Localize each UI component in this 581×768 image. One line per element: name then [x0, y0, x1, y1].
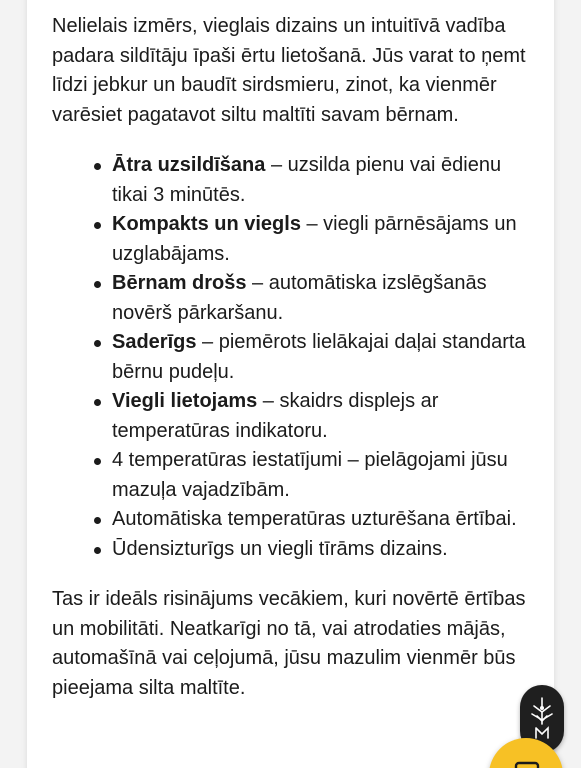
- bullet-icon: [94, 547, 101, 554]
- feature-text: – piemērots lielākajai daļai standarta bērnu pudeļu.: [112, 331, 526, 383]
- feature-text: – skaidrs displejs ar temperatūras indikatoru.: [112, 390, 439, 442]
- feature-title: Viegli lietojams: [112, 390, 258, 412]
- feature-title: Saderīgs: [112, 331, 197, 353]
- feature-title: Kompakts un viegls: [112, 213, 301, 235]
- bullet-icon: [94, 399, 101, 406]
- feature-list: [52, 151, 532, 564]
- bullet-icon: [94, 458, 101, 465]
- outro-paragraph: Tas ir ideāls risinājums vecākiem, kuri novērtē ērtības un mobilitāti. Neatkarīgi no tā, vai atrodaties mājās, automašīnā vai ceļojumā, jūsu mazulim vienmēr būs pieejama silta maltīte.: [52, 588, 526, 699]
- feature-item: [52, 328, 532, 387]
- intro-paragraph: Nelielais izmērs, vieglais dizains un intuitīvā vadība padara sildītāju īpaši ērtu lietošanā. Jūs varat to ņemt līdzi jebkur un baudīt sirdsmieru, zinot, ka vienmēr varēsiet pagatavot siltu maltīti savam bērnam.: [52, 15, 526, 126]
- feature-title: Ātra uzsildīšana: [112, 154, 266, 176]
- bullet-icon: [94, 281, 101, 288]
- feature-text: Ūdensizturīgs un viegli tīrāms dizains.: [112, 537, 448, 560]
- feature-text: – uzsilda pienu vai ēdienu tikai 3 minūtēs.: [112, 154, 502, 206]
- bullet-icon: [94, 517, 101, 524]
- bullet-icon: [94, 340, 101, 347]
- cart-icon: [514, 760, 540, 768]
- brand-logo-icon: [528, 694, 556, 744]
- feature-text: – viegli pārnēsājams un uzglabājams.: [112, 213, 517, 265]
- feature-item: [52, 505, 532, 535]
- feature-title: Bērnam drošs: [112, 272, 247, 294]
- feature-item: [52, 269, 532, 328]
- feature-item: [52, 446, 532, 505]
- bullet-icon: [94, 163, 101, 170]
- feature-item: [52, 151, 532, 210]
- feature-text: Automātiska temperatūras uzturēšana ērtībai.: [112, 508, 517, 530]
- feature-text: – automātiska izslēgšanās novērš pārkaršanu.: [112, 272, 487, 324]
- feature-item: [52, 210, 532, 269]
- bullet-icon: [94, 222, 101, 229]
- feature-item: [52, 535, 532, 565]
- product-description: [52, 12, 532, 703]
- feature-item: [52, 387, 532, 446]
- feature-text: 4 temperatūras iestatījumi – pielāgojami jūsu mazuļa vajadzībām.: [112, 449, 508, 501]
